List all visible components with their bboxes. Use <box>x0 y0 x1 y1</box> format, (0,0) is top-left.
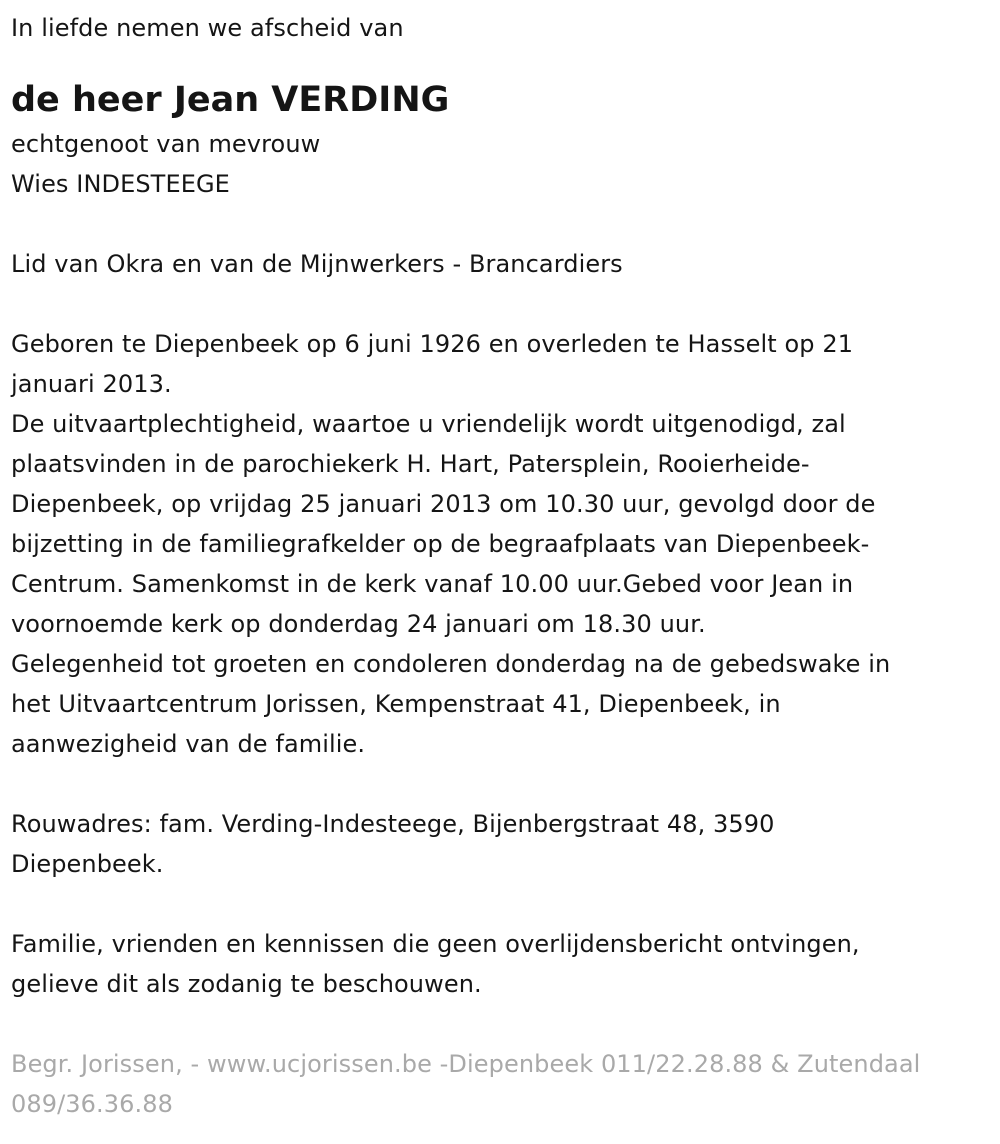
details-line: voornoemde kerk op donderdag 24 januari om 18.30 uur. <box>11 610 706 638</box>
closing-line: Familie, vrienden en kennissen die geen overlijdensbericht ontvingen, <box>11 930 860 958</box>
details-line: Geboren te Diepenbeek op 6 juni 1926 en overleden te Hasselt op 21 <box>11 330 854 358</box>
address-line: Rouwadres: fam. Verding-Indesteege, Bijenbergstraat 48, 3590 <box>11 810 775 838</box>
details-line: De uitvaartplechtigheid, waartoe u vriendelijk wordt uitgenodigd, zal <box>11 410 846 438</box>
details-line: Centrum. Samenkomst in de kerk vanaf 10.00 uur.Gebed voor Jean in <box>11 570 854 598</box>
spouse-line-1: echtgenoot van mevrouw <box>11 130 321 158</box>
spacer <box>11 1004 991 1044</box>
footer-line: 089/36.36.88 <box>11 1090 173 1118</box>
details-line: Gelegenheid tot groeten en condoleren donderdag na de gebedswake in <box>11 650 891 678</box>
mourning-address <box>11 804 991 884</box>
details-line: Diepenbeek, op vrijdag 25 januari 2013 om 10.30 uur, gevolgd door de <box>11 490 876 518</box>
spacer <box>11 764 991 804</box>
details-line: aanwezigheid van de familie. <box>11 730 366 758</box>
membership-text: Lid van Okra en van de Mijnwerkers - Brancardiers <box>11 250 623 278</box>
funeral-home-footer <box>11 1044 991 1124</box>
spacer <box>11 884 991 924</box>
address-line: Diepenbeek. <box>11 850 164 878</box>
intro-text: In liefde nemen we afscheid van <box>11 14 404 42</box>
details-line: bijzetting in de familiegrafkelder op de begraafplaats van Diepenbeek- <box>11 530 870 558</box>
closing-note <box>11 924 991 1004</box>
closing-line: gelieve dit als zodanig te beschouwen. <box>11 970 482 998</box>
details-line: het Uitvaartcentrum Jorissen, Kempenstraat 41, Diepenbeek, in <box>11 690 781 718</box>
death-notice <box>11 8 991 1124</box>
details-paragraph <box>11 324 991 764</box>
spacer <box>11 204 991 244</box>
spouse-line-2: Wies INDESTEEGE <box>11 170 230 198</box>
footer-line: Begr. Jorissen, - www.ucjorissen.be -Diepenbeek 011/22.28.88 & Zutendaal <box>11 1050 921 1078</box>
details-line: plaatsvinden in de parochiekerk H. Hart, Patersplein, Rooierheide- <box>11 450 810 478</box>
deceased-name: de heer Jean VERDING <box>11 80 450 120</box>
spacer <box>11 284 991 324</box>
details-line: januari 2013. <box>11 370 172 398</box>
